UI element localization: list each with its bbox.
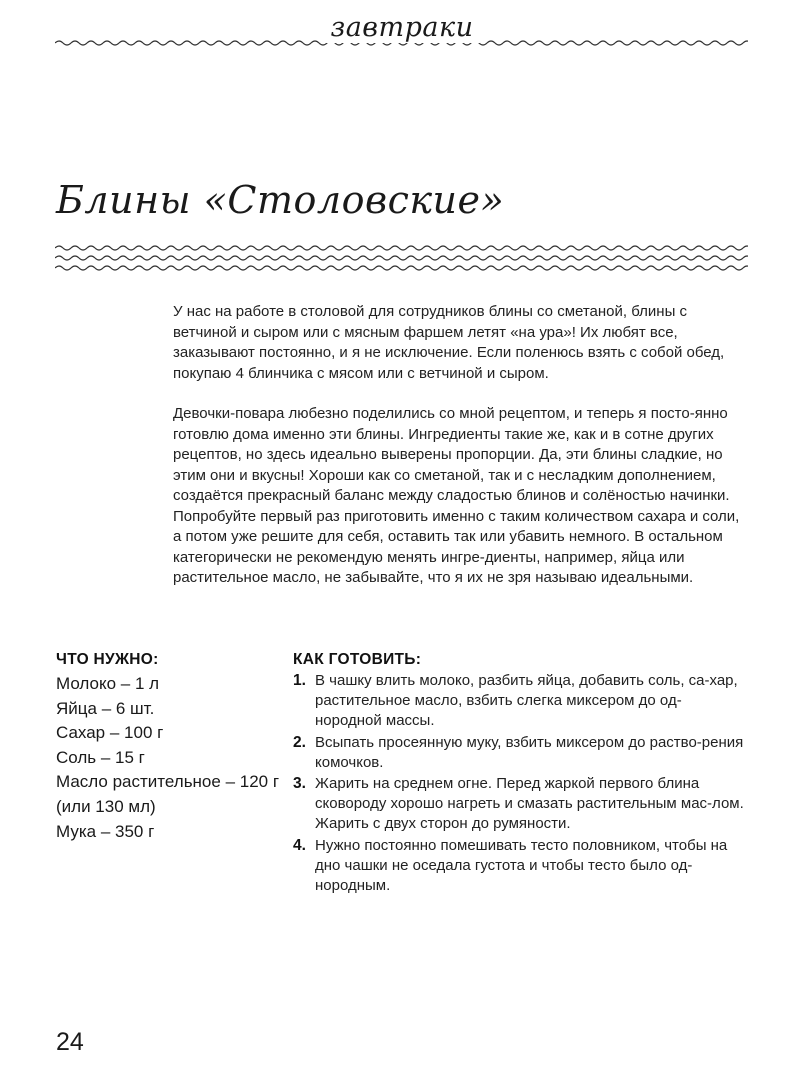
step-number: 1. xyxy=(293,672,306,689)
ingredient-item: (или 130 мл) xyxy=(56,796,156,816)
step-text: Жарить на среднем огне. Перед жаркой первого блина сковороду хорошо нагреть и смазать растительным мас-лом. Жарить с двух сторон до румяности. xyxy=(315,775,744,833)
ingredients-heading: ЧТО НУЖНО: xyxy=(56,651,159,668)
page-number: 24 xyxy=(56,1028,84,1056)
steps-list xyxy=(293,671,748,897)
steps-heading: КАК ГОТОВИТЬ: xyxy=(293,651,422,668)
ingredient-item: Масло растительное – 120 г xyxy=(56,772,280,792)
step-item xyxy=(293,733,748,773)
title-wave-divider-1 xyxy=(55,243,748,253)
step-number: 3. xyxy=(293,775,306,793)
section-title: завтраки xyxy=(0,12,804,43)
title-wave-divider-3 xyxy=(55,263,748,273)
ingredient-item: Яйца – 6 шт. xyxy=(56,698,155,718)
step-number: 4. xyxy=(293,836,306,854)
step-item xyxy=(293,774,748,835)
title-wave-divider-2 xyxy=(55,253,748,263)
step-item xyxy=(293,836,748,897)
intro-paragraph-1: У нас на работе в столовой для сотрудников блины со сметаной, блины с ветчиной и сыром или с мясным фаршем летят «на ура»! Их любят все, заказывают постоянно, и я не исключение. Если поленюсь взять с собой обед, покупаю 4 блинчика с мясом или с ветчиной и сыром. xyxy=(173,303,725,382)
ingredient-item: Мука – 350 г xyxy=(56,821,155,841)
step-item xyxy=(293,671,748,732)
recipe-title: Блины «Столовские» xyxy=(56,178,505,222)
intro-paragraph-2: Девочки-повара любезно поделились со мной рецептом, и теперь я посто-янно готовлю дома именно эти блины. Ингредиенты такие же, как и в сотне других рецептов, но здесь идеально выверены пропорции. Да, эти блины сладкие, но этим они и вкусны! Хороши как со сметаной, так и с несладким дополнением, создаётся прекрасный баланс между сладостью блинов и солёностью начинки. Попробуйте первый раз приготовить именно с таким количеством сахара и соли, а потом уже решите для себя, оставить так или убавить немного. В остальном категорически не рекомендую менять ингре-диенты, например, яйца или растительное масло, не забывайте, что я их не зря называю идеальными. xyxy=(173,405,740,586)
ingredient-item: Соль – 15 г xyxy=(56,747,145,767)
ingredients-list xyxy=(56,672,286,844)
step-text: Нужно постоянно помешивать тесто половником, чтобы на дно чашки не оседала густота и чтобы тесто было од-нородным. xyxy=(315,836,728,895)
ingredient-item: Сахар – 100 г xyxy=(56,723,164,743)
ingredient-item: Молоко – 1 л xyxy=(56,674,160,693)
step-number: 2. xyxy=(293,733,306,751)
intro-text xyxy=(173,302,748,589)
step-text: В чашку влить молоко, разбить яйца, добавить соль, са-хар, растительное масло, взбить слегка миксером до од-нородной массы. xyxy=(315,672,738,730)
step-text: Всыпать просеянную муку, взбить миксером до раство-рения комочков. xyxy=(315,733,744,771)
